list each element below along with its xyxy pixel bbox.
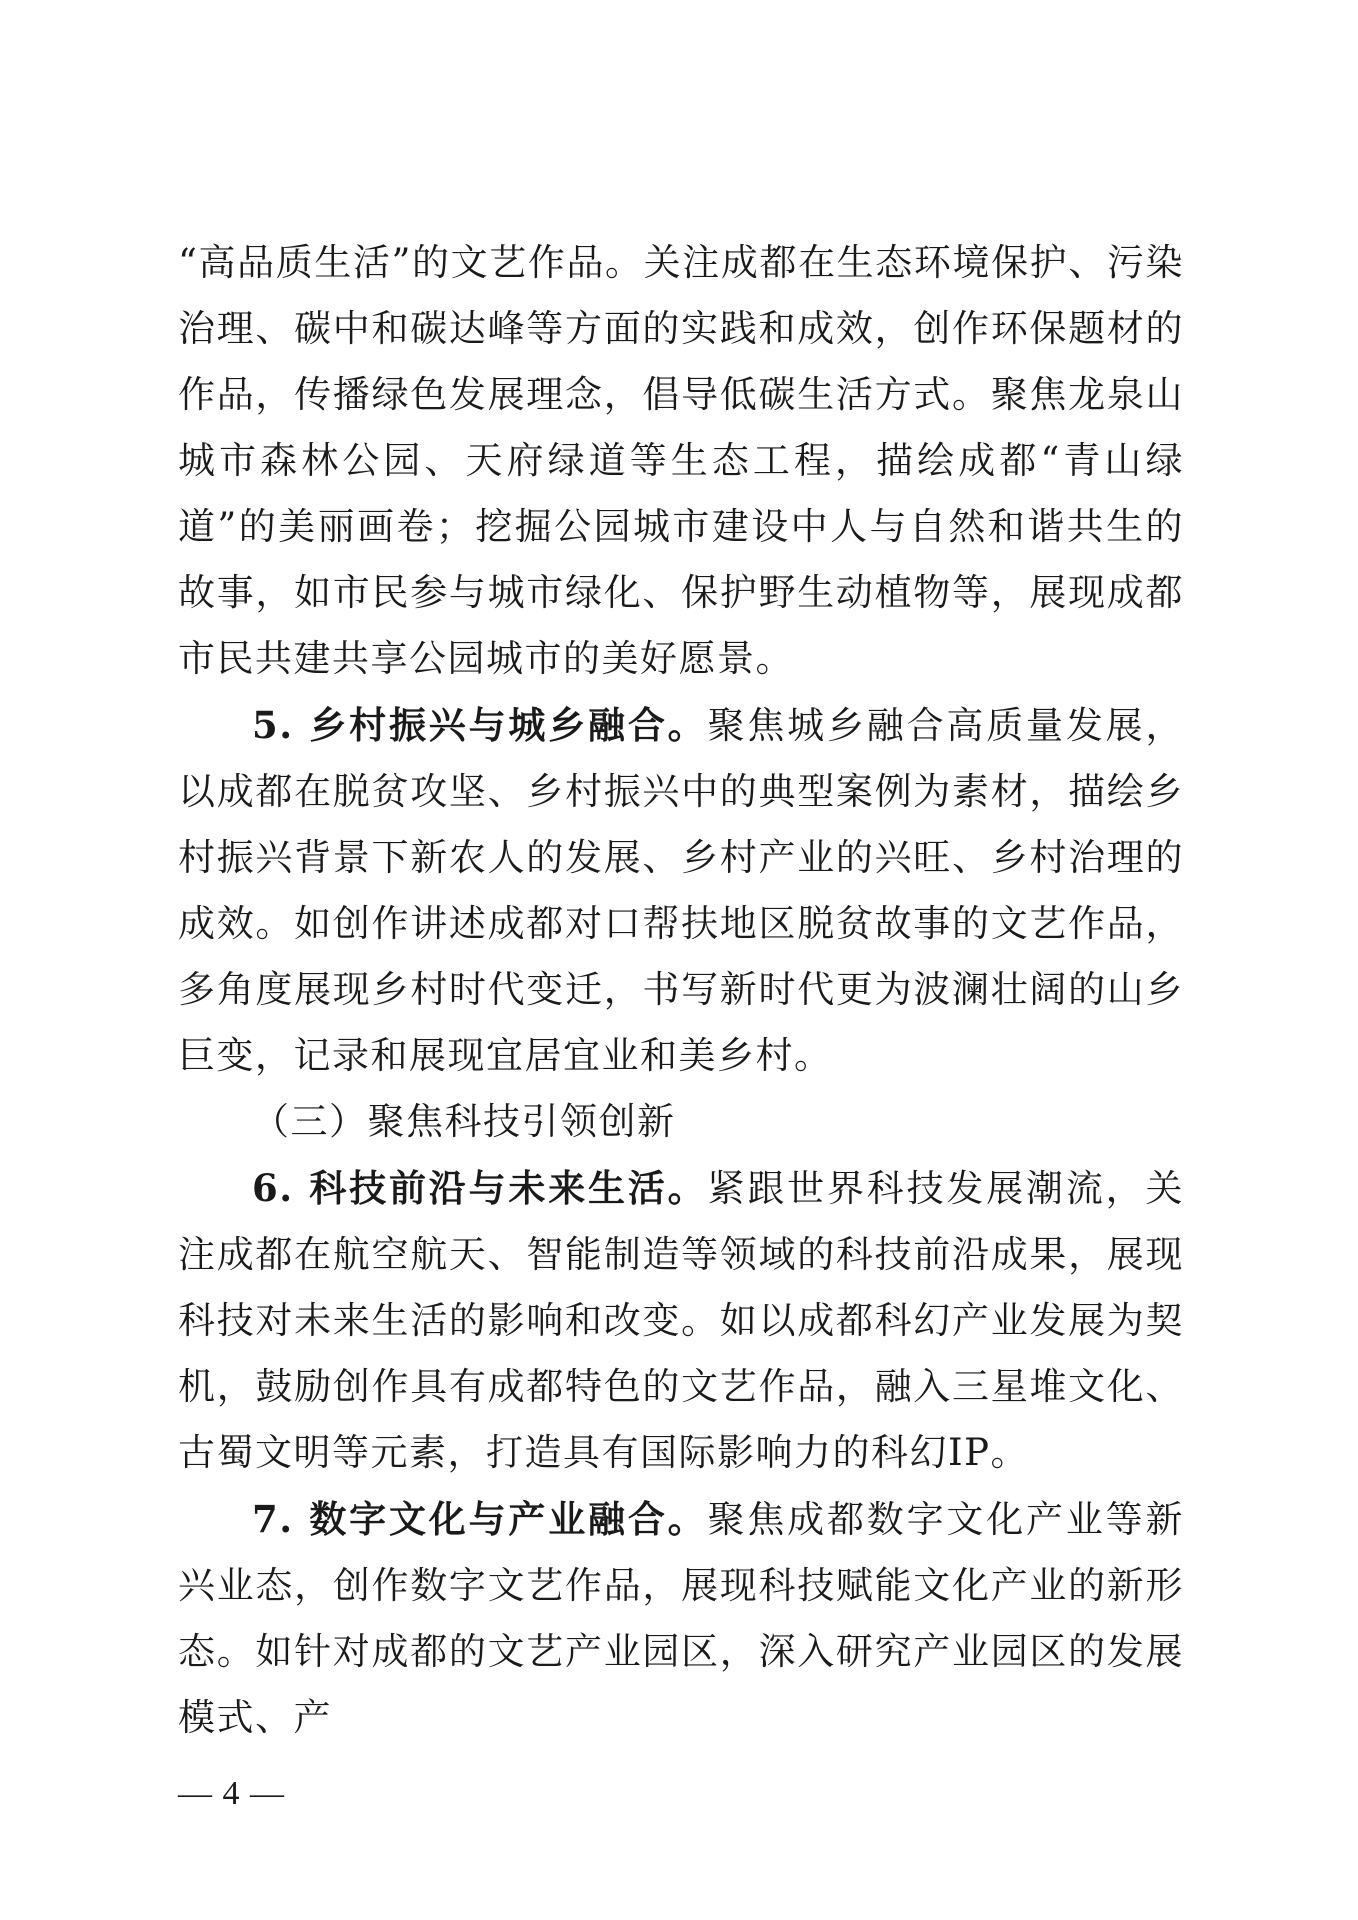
page-number: — 4 — (178, 1775, 285, 1812)
document-body (178, 230, 1184, 1751)
item-title: 5. 乡村振兴与城乡融合。 (252, 703, 708, 747)
paragraph-item-6 (178, 1155, 1184, 1486)
item-title: 6. 科技前沿与未来生活。 (252, 1166, 708, 1210)
paragraph-text: 聚焦城乡融合高质量发展，以成都在脱贫攻坚、乡村振兴中的典型案例为素材，描绘乡村振兴背景下新农人的发展、乡村产业的兴旺、乡村治理的成效。如创作讲述成都对口帮扶地区脱贫故事的文艺作品，多角度展现乡村时代变迁，书写新时代更为波澜壮阔的山乡巨变，记录和展现宜居宜业和美乡村。 (178, 704, 1184, 1077)
paragraph-text: “高品质生活”的文艺作品。关注成都在生态环境保护、污染治理、碳中和碳达峰等方面的实践和成效，创作环保题材的作品，传播绿色发展理念，倡导低碳生活方式。聚焦龙泉山城市森林公园、天府绿道等生态工程，描绘成都“青山绿道”的美丽画卷；挖掘公园城市建设中人与自然和谐共生的故事，如市民参与城市绿化、保护野生动植物等，展现成都市民共建共享公园城市的美好愿景。 (178, 241, 1184, 680)
paragraph-continuation (178, 230, 1184, 692)
paragraph-item-7 (178, 1486, 1184, 1751)
paragraph-text: 紧跟世界科技发展潮流，关注成都在航空航天、智能制造等领域的科技前沿成果，展现科技对未来生活的影响和改变。如以成都科幻产业发展为契机，鼓励创作具有成都特色的文艺作品，融入三星堆文化、古蜀文明等元素，打造具有国际影响力的科幻IP。 (178, 1167, 1184, 1474)
paragraph-text: 聚焦成都数字文化产业等新兴业态，创作数字文艺作品，展现科技赋能文化产业的新形态。如针对成都的文艺产业园区，深入研究产业园区的发展模式、产 (178, 1498, 1184, 1739)
subheading-text: （三）聚焦科技引领创新 (252, 1100, 676, 1143)
item-title: 7. 数字文化与产业融合。 (252, 1497, 708, 1541)
section-subheading (178, 1089, 1184, 1155)
paragraph-item-5 (178, 692, 1184, 1089)
